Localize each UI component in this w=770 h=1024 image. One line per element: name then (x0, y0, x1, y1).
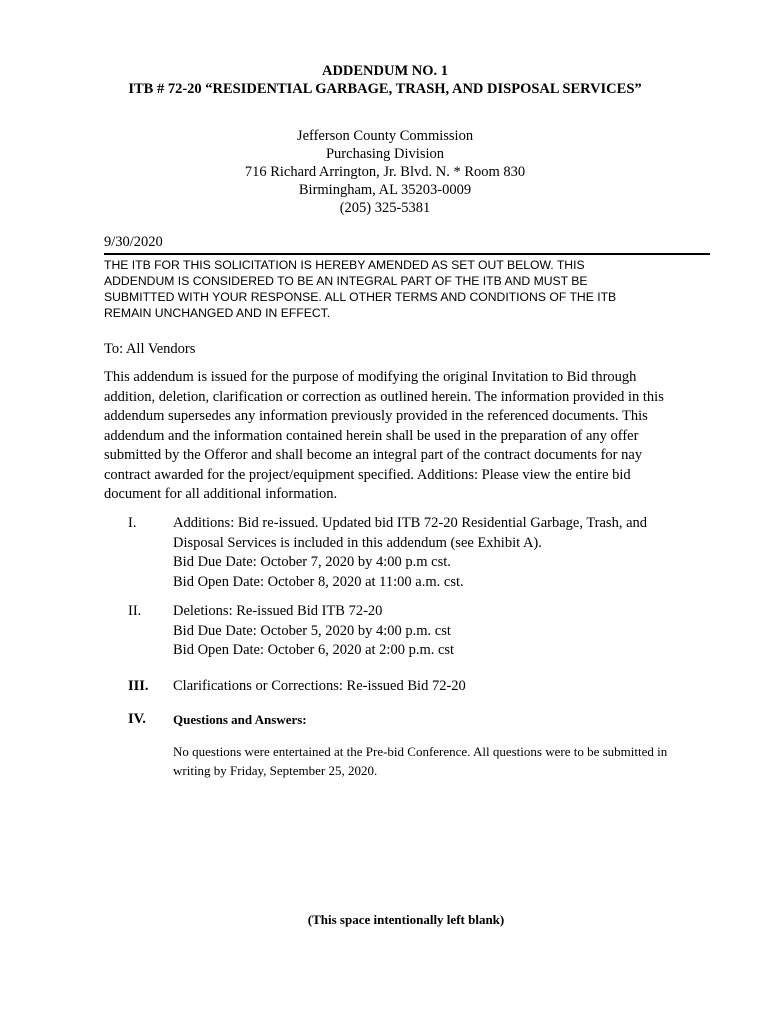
street-address: 716 Richard Arrington, Jr. Blvd. N. * Room 830 (244, 164, 526, 180)
qa-line: No questions were entertained at the Pre-bid Conference. All questions were to be submitted in (173, 744, 668, 759)
document-date: 9/30/2020 (104, 234, 163, 250)
item-line: Additions: Bid re-issued. Updated bid ITB 72-20 Residential Garbage, Trash, and (173, 515, 648, 531)
item-number: I. (128, 515, 137, 531)
item-line: Bid Due Date: October 5, 2020 by 4:00 p.m. cst (173, 622, 451, 639)
addendum-title: ADDENDUM NO. 1 (321, 63, 449, 79)
item-text (173, 710, 718, 730)
body-line: This addendum is issued for the purpose of modifying the original Invitation to Bid through (104, 369, 637, 385)
notice-line: REMAIN UNCHANGED AND IN EFFECT. (104, 306, 331, 320)
recipient-line: To: All Vendors (104, 341, 196, 357)
notice-line: SUBMITTED WITH YOUR RESPONSE. ALL OTHER TERMS AND CONDITIONS OF THE ITB (104, 290, 617, 304)
item-text (173, 677, 718, 697)
item-number: III. (128, 678, 149, 694)
divider-line (104, 253, 710, 255)
body-line: contract awarded for the project/equipment specified. Additions: Please view the entire bid (104, 466, 631, 483)
item-line: Disposal Services is included in this addendum (see Exhibit A). (173, 534, 542, 551)
item-line: Questions and Answers: (173, 712, 307, 727)
body-line: document for all additional information. (104, 486, 338, 502)
city-address: Birmingham, AL 35203-0009 (298, 182, 472, 198)
blank-space-note: (This space intentionally left blank) (307, 912, 505, 927)
item-line: Bid Open Date: October 6, 2020 at 2:00 p.m. cst (173, 642, 455, 658)
item-text (173, 514, 718, 592)
qa-answer (173, 742, 718, 780)
body-paragraph (104, 368, 704, 505)
item-line: Clarifications or Corrections: Re-issued Bid 72-20 (173, 678, 466, 694)
notice-line: THE ITB FOR THIS SOLICITATION IS HEREBY AMENDED AS SET OUT BELOW. THIS (104, 258, 585, 272)
phone-number: (205) 325-5381 (339, 200, 431, 216)
qa-line: writing by Friday, September 25, 2020. (173, 763, 378, 778)
notice-line: ADDENDUM IS CONSIDERED TO BE AN INTEGRAL PART OF THE ITB AND MUST BE (104, 274, 588, 288)
item-number: II. (128, 603, 142, 619)
item-number: IV. (128, 711, 146, 727)
division-name: Purchasing Division (325, 146, 444, 162)
item-line: Bid Open Date: October 8, 2020 at 11:00 a.m. cst. (173, 573, 464, 590)
item-text (173, 602, 718, 661)
body-line: addendum supersedes any information previously provided in the referenced documents. This (104, 408, 648, 424)
body-line: addition, deletion, clarification or correction as outlined herein. The information provided in this (104, 388, 664, 405)
org-name: Jefferson County Commission (296, 128, 474, 144)
itb-title: ITB # 72-20 “RESIDENTIAL GARBAGE, TRASH, AND DISPOSAL SERVICES” (128, 81, 642, 97)
item-line: Deletions: Re-issued Bid ITB 72-20 (173, 603, 383, 619)
body-line: addendum and the information contained herein shall be used in the preparation of any offer (104, 427, 639, 444)
amendment-notice (104, 257, 714, 321)
item-line: Bid Due Date: October 7, 2020 by 4:00 p.m cst. (173, 554, 451, 570)
body-line: submitted by the Offeror and shall become an integral part of the contract documents for nay (104, 447, 643, 463)
